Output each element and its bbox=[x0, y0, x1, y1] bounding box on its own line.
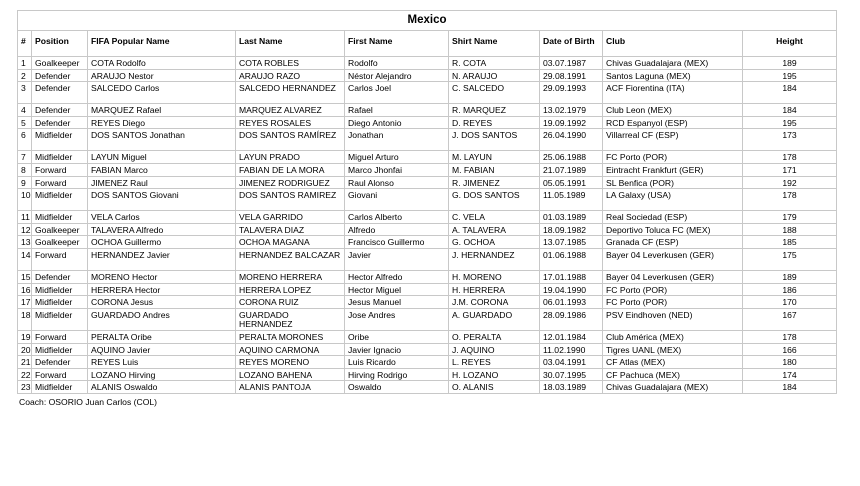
cell-dob: 11.05.1989 bbox=[540, 189, 603, 211]
cell-number: 7 bbox=[18, 151, 32, 164]
cell-dob: 21.07.1989 bbox=[540, 163, 603, 176]
cell-height: 189 bbox=[743, 57, 837, 70]
player-row bbox=[18, 82, 837, 104]
cell-fifa-name: GUARDADO Andres bbox=[88, 308, 236, 330]
cell-fifa-name: VELA Carlos bbox=[88, 211, 236, 224]
cell-last-name: LOZANO BAHENA bbox=[236, 368, 345, 381]
player-row bbox=[18, 236, 837, 249]
cell-number: 18 bbox=[18, 308, 32, 330]
cell-shirt-name: M. LAYUN bbox=[449, 151, 540, 164]
player-row bbox=[18, 248, 837, 270]
cell-position: Defender bbox=[32, 356, 88, 369]
cell-number: 1 bbox=[18, 57, 32, 70]
cell-number: 15 bbox=[18, 270, 32, 283]
cell-last-name: FABIAN DE LA MORA bbox=[236, 163, 345, 176]
cell-position: Defender bbox=[32, 82, 88, 104]
cell-last-name: HERNANDEZ BALCAZAR bbox=[236, 248, 345, 270]
cell-last-name: HERRERA LOPEZ bbox=[236, 283, 345, 296]
cell-club: FC Porto (POR) bbox=[603, 283, 743, 296]
cell-fifa-name: MORENO Hector bbox=[88, 270, 236, 283]
cell-shirt-name: C. VELA bbox=[449, 211, 540, 224]
player-row bbox=[18, 368, 837, 381]
cell-position: Defender bbox=[32, 116, 88, 129]
player-row bbox=[18, 129, 837, 151]
cell-first-name: Raul Alonso bbox=[345, 176, 449, 189]
cell-club: Chivas Guadalajara (MEX) bbox=[603, 381, 743, 394]
cell-height: 173 bbox=[743, 129, 837, 151]
coach-note: Coach: OSORIO Juan Carlos (COL) bbox=[19, 396, 158, 407]
cell-dob: 12.01.1984 bbox=[540, 330, 603, 343]
cell-fifa-name: TALAVERA Alfredo bbox=[88, 223, 236, 236]
cell-height: 167 bbox=[743, 308, 837, 330]
cell-first-name: Rodolfo bbox=[345, 57, 449, 70]
cell-last-name: MORENO HERRERA bbox=[236, 270, 345, 283]
cell-first-name: Jose Andres bbox=[345, 308, 449, 330]
cell-first-name: Jonathan bbox=[345, 129, 449, 151]
cell-height: 184 bbox=[743, 104, 837, 117]
player-row bbox=[18, 296, 837, 309]
cell-last-name: COTA ROBLES bbox=[236, 57, 345, 70]
col-header-number: # bbox=[18, 31, 32, 57]
cell-position: Goalkeeper bbox=[32, 236, 88, 249]
cell-fifa-name: DOS SANTOS Jonathan bbox=[88, 129, 236, 151]
cell-height: 170 bbox=[743, 296, 837, 309]
cell-dob: 01.06.1988 bbox=[540, 248, 603, 270]
col-header-last-name: Last Name bbox=[236, 31, 345, 57]
cell-fifa-name: HERRERA Hector bbox=[88, 283, 236, 296]
player-row bbox=[18, 104, 837, 117]
cell-position: Midfielder bbox=[32, 129, 88, 151]
col-header-position: Position bbox=[32, 31, 88, 57]
cell-number: 13 bbox=[18, 236, 32, 249]
player-row bbox=[18, 270, 837, 283]
col-header-height: Height bbox=[743, 31, 837, 57]
cell-last-name: AQUINO CARMONA bbox=[236, 343, 345, 356]
cell-height: 184 bbox=[743, 82, 837, 104]
player-row bbox=[18, 69, 837, 82]
cell-fifa-name: AQUINO Javier bbox=[88, 343, 236, 356]
cell-dob: 03.07.1987 bbox=[540, 57, 603, 70]
cell-shirt-name: L. REYES bbox=[449, 356, 540, 369]
cell-fifa-name: COTA Rodolfo bbox=[88, 57, 236, 70]
col-header-dob: Date of Birth bbox=[540, 31, 603, 57]
cell-first-name: Hirving Rodrigo bbox=[345, 368, 449, 381]
cell-dob: 26.04.1990 bbox=[540, 129, 603, 151]
player-row bbox=[18, 176, 837, 189]
cell-fifa-name: MARQUEZ Rafael bbox=[88, 104, 236, 117]
cell-first-name: Carlos Joel bbox=[345, 82, 449, 104]
cell-first-name: Giovani bbox=[345, 189, 449, 211]
cell-dob: 19.09.1992 bbox=[540, 116, 603, 129]
cell-height: 195 bbox=[743, 69, 837, 82]
cell-last-name: TALAVERA DIAZ bbox=[236, 223, 345, 236]
player-row bbox=[18, 308, 837, 330]
cell-position: Midfielder bbox=[32, 189, 88, 211]
cell-last-name: ARAUJO RAZO bbox=[236, 69, 345, 82]
cell-club: FC Porto (POR) bbox=[603, 296, 743, 309]
cell-number: 23 bbox=[18, 381, 32, 394]
cell-club: ACF Fiorentina (ITA) bbox=[603, 82, 743, 104]
cell-first-name: Diego Antonio bbox=[345, 116, 449, 129]
cell-number: 2 bbox=[18, 69, 32, 82]
cell-dob: 05.05.1991 bbox=[540, 176, 603, 189]
cell-last-name: ALANIS PANTOJA bbox=[236, 381, 345, 394]
cell-shirt-name: J. HERNANDEZ bbox=[449, 248, 540, 270]
player-row bbox=[18, 356, 837, 369]
cell-shirt-name: G. DOS SANTOS bbox=[449, 189, 540, 211]
cell-height: 192 bbox=[743, 176, 837, 189]
cell-club: SL Benfica (POR) bbox=[603, 176, 743, 189]
cell-shirt-name: D. REYES bbox=[449, 116, 540, 129]
cell-club: PSV Eindhoven (NED) bbox=[603, 308, 743, 330]
cell-number: 14 bbox=[18, 248, 32, 270]
cell-number: 9 bbox=[18, 176, 32, 189]
player-row bbox=[18, 223, 837, 236]
cell-club: Santos Laguna (MEX) bbox=[603, 69, 743, 82]
cell-dob: 18.03.1989 bbox=[540, 381, 603, 394]
cell-dob: 25.06.1988 bbox=[540, 151, 603, 164]
cell-dob: 18.09.1982 bbox=[540, 223, 603, 236]
cell-position: Goalkeeper bbox=[32, 57, 88, 70]
col-header-shirt-name: Shirt Name bbox=[449, 31, 540, 57]
cell-club: Bayer 04 Leverkusen (GER) bbox=[603, 248, 743, 270]
cell-position: Defender bbox=[32, 104, 88, 117]
cell-height: 188 bbox=[743, 223, 837, 236]
cell-number: 10 bbox=[18, 189, 32, 211]
cell-first-name: Carlos Alberto bbox=[345, 211, 449, 224]
cell-fifa-name: LOZANO Hirving bbox=[88, 368, 236, 381]
cell-position: Forward bbox=[32, 368, 88, 381]
cell-height: 185 bbox=[743, 236, 837, 249]
cell-club: Club Leon (MEX) bbox=[603, 104, 743, 117]
cell-height: 186 bbox=[743, 283, 837, 296]
cell-shirt-name: G. OCHOA bbox=[449, 236, 540, 249]
cell-club: Eintracht Frankfurt (GER) bbox=[603, 163, 743, 176]
cell-club: Villarreal CF (ESP) bbox=[603, 129, 743, 151]
cell-dob: 01.03.1989 bbox=[540, 211, 603, 224]
cell-position: Forward bbox=[32, 176, 88, 189]
cell-position: Midfielder bbox=[32, 296, 88, 309]
cell-height: 171 bbox=[743, 163, 837, 176]
cell-position: Defender bbox=[32, 270, 88, 283]
cell-dob: 03.04.1991 bbox=[540, 356, 603, 369]
cell-last-name: REYES ROSALES bbox=[236, 116, 345, 129]
cell-number: 8 bbox=[18, 163, 32, 176]
cell-number: 4 bbox=[18, 104, 32, 117]
cell-height: 195 bbox=[743, 116, 837, 129]
cell-height: 178 bbox=[743, 330, 837, 343]
cell-height: 178 bbox=[743, 151, 837, 164]
cell-fifa-name: ARAUJO Nestor bbox=[88, 69, 236, 82]
cell-first-name: Néstor Alejandro bbox=[345, 69, 449, 82]
cell-club: Club América (MEX) bbox=[603, 330, 743, 343]
player-row bbox=[18, 116, 837, 129]
cell-last-name: MARQUEZ ALVAREZ bbox=[236, 104, 345, 117]
team-title: Mexico bbox=[17, 10, 837, 30]
cell-dob: 17.01.1988 bbox=[540, 270, 603, 283]
cell-position: Midfielder bbox=[32, 151, 88, 164]
player-row bbox=[18, 211, 837, 224]
cell-height: 184 bbox=[743, 381, 837, 394]
col-header-first-name: First Name bbox=[345, 31, 449, 57]
cell-height: 174 bbox=[743, 368, 837, 381]
cell-position: Forward bbox=[32, 163, 88, 176]
cell-dob: 13.07.1985 bbox=[540, 236, 603, 249]
cell-height: 179 bbox=[743, 211, 837, 224]
player-row bbox=[18, 343, 837, 356]
player-row bbox=[18, 283, 837, 296]
cell-first-name: Miguel Arturo bbox=[345, 151, 449, 164]
cell-number: 22 bbox=[18, 368, 32, 381]
cell-fifa-name: OCHOA Guillermo bbox=[88, 236, 236, 249]
cell-shirt-name: J. AQUINO bbox=[449, 343, 540, 356]
cell-height: 189 bbox=[743, 270, 837, 283]
cell-club: Granada CF (ESP) bbox=[603, 236, 743, 249]
cell-position: Midfielder bbox=[32, 211, 88, 224]
cell-club: Real Sociedad (ESP) bbox=[603, 211, 743, 224]
cell-shirt-name: A. GUARDADO bbox=[449, 308, 540, 330]
cell-last-name: OCHOA MAGANA bbox=[236, 236, 345, 249]
cell-shirt-name: O. ALANIS bbox=[449, 381, 540, 394]
cell-fifa-name: LAYUN Miguel bbox=[88, 151, 236, 164]
cell-shirt-name: J. DOS SANTOS bbox=[449, 129, 540, 151]
cell-last-name: DOS SANTOS RAMIREZ bbox=[236, 189, 345, 211]
player-row bbox=[18, 151, 837, 164]
col-header-club: Club bbox=[603, 31, 743, 57]
cell-dob: 30.07.1995 bbox=[540, 368, 603, 381]
cell-dob: 11.02.1990 bbox=[540, 343, 603, 356]
cell-number: 19 bbox=[18, 330, 32, 343]
cell-height: 180 bbox=[743, 356, 837, 369]
cell-fifa-name: DOS SANTOS Giovani bbox=[88, 189, 236, 211]
cell-shirt-name: J.M. CORONA bbox=[449, 296, 540, 309]
cell-club: Bayer 04 Leverkusen (GER) bbox=[603, 270, 743, 283]
cell-last-name: CORONA RUIZ bbox=[236, 296, 345, 309]
cell-first-name: Oswaldo bbox=[345, 381, 449, 394]
cell-height: 166 bbox=[743, 343, 837, 356]
cell-club: CF Pachuca (MEX) bbox=[603, 368, 743, 381]
cell-first-name: Oribe bbox=[345, 330, 449, 343]
cell-dob: 28.09.1986 bbox=[540, 308, 603, 330]
cell-last-name: GUARDADO HERNANDEZ bbox=[236, 308, 345, 330]
cell-position: Midfielder bbox=[32, 308, 88, 330]
player-row bbox=[18, 189, 837, 211]
cell-fifa-name: SALCEDO Carlos bbox=[88, 82, 236, 104]
cell-last-name: LAYUN PRADO bbox=[236, 151, 345, 164]
cell-fifa-name: JIMENEZ Raul bbox=[88, 176, 236, 189]
cell-height: 178 bbox=[743, 189, 837, 211]
cell-first-name: Jesus Manuel bbox=[345, 296, 449, 309]
cell-fifa-name: FABIAN Marco bbox=[88, 163, 236, 176]
cell-number: 17 bbox=[18, 296, 32, 309]
cell-last-name: JIMENEZ RODRIGUEZ bbox=[236, 176, 345, 189]
cell-dob: 06.01.1993 bbox=[540, 296, 603, 309]
cell-position: Midfielder bbox=[32, 343, 88, 356]
cell-position: Goalkeeper bbox=[32, 223, 88, 236]
cell-first-name: Francisco Guillermo bbox=[345, 236, 449, 249]
cell-shirt-name: C. SALCEDO bbox=[449, 82, 540, 104]
cell-first-name: Hector Miguel bbox=[345, 283, 449, 296]
player-row bbox=[18, 381, 837, 394]
cell-number: 16 bbox=[18, 283, 32, 296]
cell-last-name: VELA GARRIDO bbox=[236, 211, 345, 224]
cell-number: 20 bbox=[18, 343, 32, 356]
cell-dob: 29.08.1991 bbox=[540, 69, 603, 82]
cell-position: Forward bbox=[32, 248, 88, 270]
cell-number: 5 bbox=[18, 116, 32, 129]
cell-last-name: REYES MORENO bbox=[236, 356, 345, 369]
cell-first-name: Alfredo bbox=[345, 223, 449, 236]
cell-first-name: Javier Ignacio bbox=[345, 343, 449, 356]
cell-first-name: Rafael bbox=[345, 104, 449, 117]
cell-fifa-name: PERALTA Oribe bbox=[88, 330, 236, 343]
cell-position: Midfielder bbox=[32, 381, 88, 394]
cell-club: Deportivo Toluca FC (MEX) bbox=[603, 223, 743, 236]
cell-fifa-name: HERNANDEZ Javier bbox=[88, 248, 236, 270]
cell-last-name: PERALTA MORONES bbox=[236, 330, 345, 343]
cell-shirt-name: A. TALAVERA bbox=[449, 223, 540, 236]
cell-shirt-name: O. PERALTA bbox=[449, 330, 540, 343]
cell-shirt-name: H. HERRERA bbox=[449, 283, 540, 296]
cell-club: FC Porto (POR) bbox=[603, 151, 743, 164]
cell-first-name: Hector Alfredo bbox=[345, 270, 449, 283]
cell-fifa-name: CORONA Jesus bbox=[88, 296, 236, 309]
cell-last-name: DOS SANTOS RAMÍREZ bbox=[236, 129, 345, 151]
cell-number: 3 bbox=[18, 82, 32, 104]
cell-shirt-name: R. COTA bbox=[449, 57, 540, 70]
cell-club: Tigres UANL (MEX) bbox=[603, 343, 743, 356]
cell-first-name: Marco Jhonfai bbox=[345, 163, 449, 176]
cell-number: 6 bbox=[18, 129, 32, 151]
cell-shirt-name: N. ARAUJO bbox=[449, 69, 540, 82]
header-row bbox=[18, 31, 837, 57]
cell-shirt-name: R. MARQUEZ bbox=[449, 104, 540, 117]
cell-dob: 29.09.1993 bbox=[540, 82, 603, 104]
cell-shirt-name: R. JIMENEZ bbox=[449, 176, 540, 189]
cell-number: 11 bbox=[18, 211, 32, 224]
player-row bbox=[18, 330, 837, 343]
player-row bbox=[18, 57, 837, 70]
squad-table bbox=[17, 10, 837, 394]
player-row bbox=[18, 163, 837, 176]
cell-club: LA Galaxy (USA) bbox=[603, 189, 743, 211]
squad-list bbox=[17, 10, 836, 407]
cell-club: CF Atlas (MEX) bbox=[603, 356, 743, 369]
cell-number: 21 bbox=[18, 356, 32, 369]
cell-position: Midfielder bbox=[32, 283, 88, 296]
cell-fifa-name: ALANIS Oswaldo bbox=[88, 381, 236, 394]
cell-number: 12 bbox=[18, 223, 32, 236]
cell-dob: 19.04.1990 bbox=[540, 283, 603, 296]
cell-height: 175 bbox=[743, 248, 837, 270]
cell-first-name: Javier bbox=[345, 248, 449, 270]
cell-fifa-name: REYES Luis bbox=[88, 356, 236, 369]
cell-shirt-name: H. MORENO bbox=[449, 270, 540, 283]
cell-club: Chivas Guadalajara (MEX) bbox=[603, 57, 743, 70]
cell-fifa-name: REYES Diego bbox=[88, 116, 236, 129]
cell-last-name: SALCEDO HERNANDEZ bbox=[236, 82, 345, 104]
cell-position: Forward bbox=[32, 330, 88, 343]
cell-club: RCD Espanyol (ESP) bbox=[603, 116, 743, 129]
cell-position: Defender bbox=[32, 69, 88, 82]
col-header-fifa-name: FIFA Popular Name bbox=[88, 31, 236, 57]
cell-first-name: Luis Ricardo bbox=[345, 356, 449, 369]
cell-dob: 13.02.1979 bbox=[540, 104, 603, 117]
cell-shirt-name: H. LOZANO bbox=[449, 368, 540, 381]
cell-shirt-name: M. FABIAN bbox=[449, 163, 540, 176]
